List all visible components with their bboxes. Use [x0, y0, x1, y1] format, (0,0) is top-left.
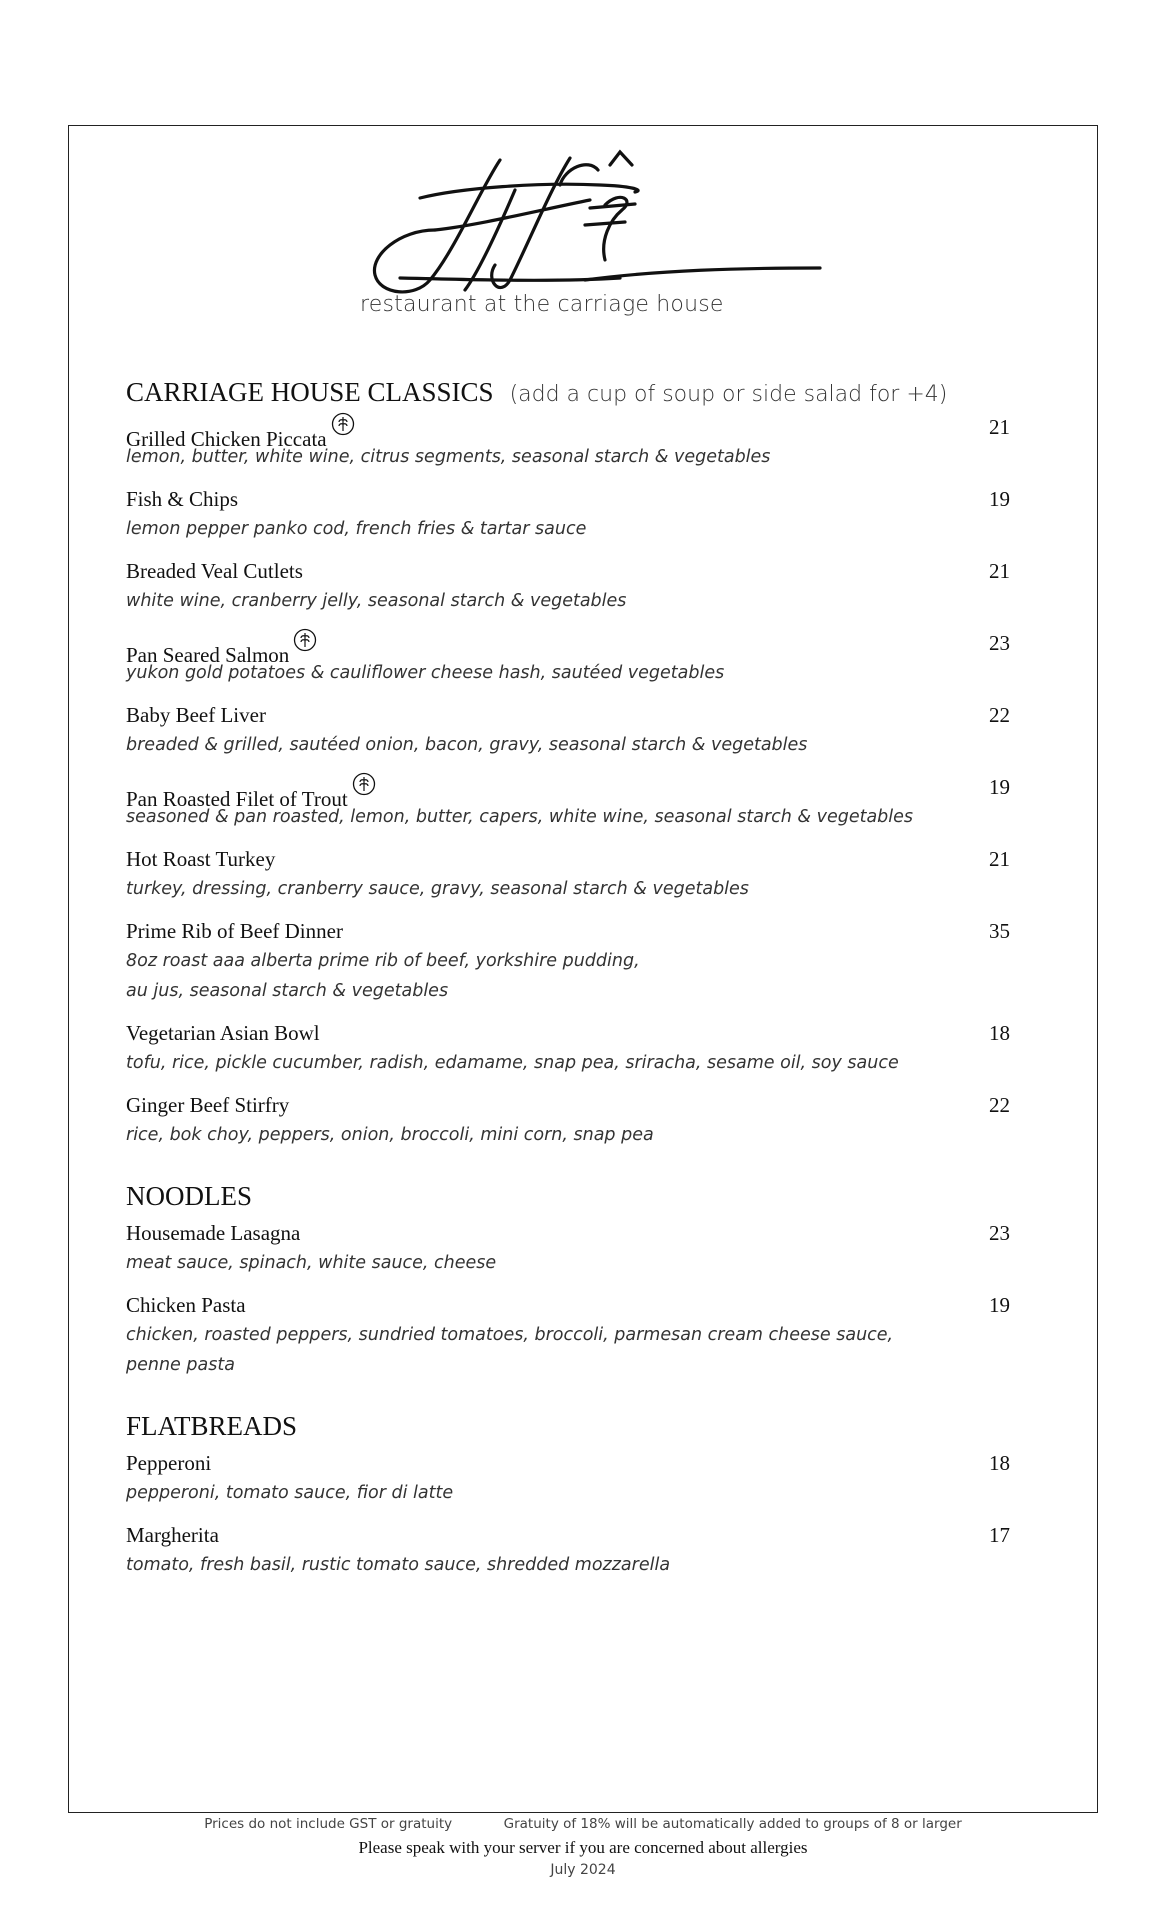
item-description: white wine, cranberry jelly, seasonal starch & vegetables [126, 591, 627, 611]
item-name: Pan Seared Salmon [126, 628, 1010, 658]
section-note: (add a cup of soup or side salad for +4) [509, 382, 948, 407]
item-description: rice, bok choy, peppers, onion, broccoli, mini corn, snap pea [126, 1125, 654, 1145]
item-description: meat sauce, spinach, white sauce, cheese [126, 1253, 497, 1273]
item-price: 23 [989, 631, 1010, 655]
item-description: breaded & grilled, sautéed onion, bacon, gravy, seasonal starch & vegetables [126, 735, 808, 755]
item-price: 35 [989, 919, 1010, 943]
section-title: FLATBREADS [126, 1411, 298, 1441]
item-name: Vegetarian Asian Bowl [126, 1021, 320, 1045]
menu-item [126, 916, 1010, 1006]
item-name: Fish & Chips [126, 487, 239, 511]
item-name: Pepperoni [126, 1451, 212, 1475]
menu-item [126, 1018, 1010, 1078]
item-name: Hot Roast Turkey [126, 847, 276, 871]
item-description: seasoned & pan roasted, lemon, butter, capers, white wine, seasonal starch & vegetables [126, 807, 914, 827]
hc-monogram-logo [360, 130, 840, 300]
gluten-free-icon [352, 772, 376, 796]
menu-item [126, 844, 1010, 904]
section-flatbreads [126, 1406, 1010, 1446]
gratuity-note: Gratuity of 18% will be automatically added to groups of 8 or larger [503, 1816, 962, 1832]
item-description: chicken, roasted peppers, sundried tomatoes, broccoli, parmesan cream cheese sauce, [126, 1325, 894, 1345]
menu-item [126, 1090, 1010, 1150]
item-name: Baby Beef Liver [126, 703, 266, 727]
item-price: 21 [989, 559, 1010, 583]
section-classics [126, 372, 1010, 412]
item-name: Ginger Beef Stirfry [126, 1093, 290, 1117]
item-price: 21 [989, 847, 1010, 871]
footer-notes [0, 1816, 1166, 1832]
item-description: pepperoni, tomato sauce, fior di latte [126, 1483, 454, 1503]
item-price: 18 [989, 1021, 1010, 1045]
item-description: 8oz roast aaa alberta prime rib of beef, yorkshire pudding, [126, 951, 640, 971]
menu-date: July 2024 [550, 1862, 616, 1878]
item-description: lemon, butter, white wine, citrus segments, seasonal starch & vegetables [126, 447, 771, 467]
item-price: 19 [989, 487, 1010, 511]
item-price: 17 [989, 1523, 1010, 1547]
gluten-free-icon [293, 628, 317, 652]
item-description: tomato, fresh basil, rustic tomato sauce, shredded mozzarella [126, 1555, 671, 1575]
menu-item [126, 1520, 1010, 1580]
section-noodles [126, 1176, 1010, 1216]
item-description: turkey, dressing, cranberry sauce, gravy, seasonal starch & vegetables [126, 879, 749, 899]
item-name: Grilled Chicken Piccata [126, 412, 1010, 442]
menu-item [126, 628, 1010, 688]
menu-item [126, 1448, 1010, 1508]
item-price: 21 [989, 415, 1010, 439]
allergy-note: Please speak with your server if you are concerned about allergies [358, 1838, 808, 1857]
item-name: Housemade Lasagna [126, 1221, 301, 1245]
restaurant-tagline: restaurant at the carriage house [360, 292, 724, 317]
menu-item [126, 556, 1010, 616]
item-name: Breaded Veal Cutlets [126, 559, 303, 583]
item-name: Pan Roasted Filet of Trout [126, 772, 1010, 802]
item-description: lemon pepper panko cod, french fries & tartar sauce [126, 519, 587, 539]
section-title: CARRIAGE HOUSE CLASSICS [126, 377, 494, 407]
section-title: NOODLES [126, 1181, 252, 1211]
item-name: Margherita [126, 1523, 219, 1547]
item-price: 19 [989, 775, 1010, 799]
item-price: 19 [989, 1293, 1010, 1317]
item-price: 22 [989, 1093, 1010, 1117]
menu-item [126, 484, 1010, 544]
item-description: tofu, rice, pickle cucumber, radish, edamame, snap pea, sriracha, sesame oil, soy sauce [126, 1053, 899, 1073]
menu-item [126, 1290, 1010, 1380]
item-price: 22 [989, 703, 1010, 727]
item-name: Chicken Pasta [126, 1293, 246, 1317]
menu-item [126, 700, 1010, 760]
menu-content [126, 372, 1010, 1580]
gluten-free-icon [331, 412, 355, 436]
item-price: 18 [989, 1451, 1010, 1475]
prices-note: Prices do not include GST or gratuity [204, 1816, 453, 1832]
menu-item [126, 412, 1010, 472]
menu-item [126, 1218, 1010, 1278]
item-name: Prime Rib of Beef Dinner [126, 919, 343, 943]
item-description-line-2: penne pasta [126, 1355, 235, 1375]
item-price: 23 [989, 1221, 1010, 1245]
item-description-line-2: au jus, seasonal starch & vegetables [126, 981, 449, 1001]
item-description: yukon gold potatoes & cauliflower cheese hash, sautéed vegetables [126, 663, 725, 683]
menu-item [126, 772, 1010, 832]
